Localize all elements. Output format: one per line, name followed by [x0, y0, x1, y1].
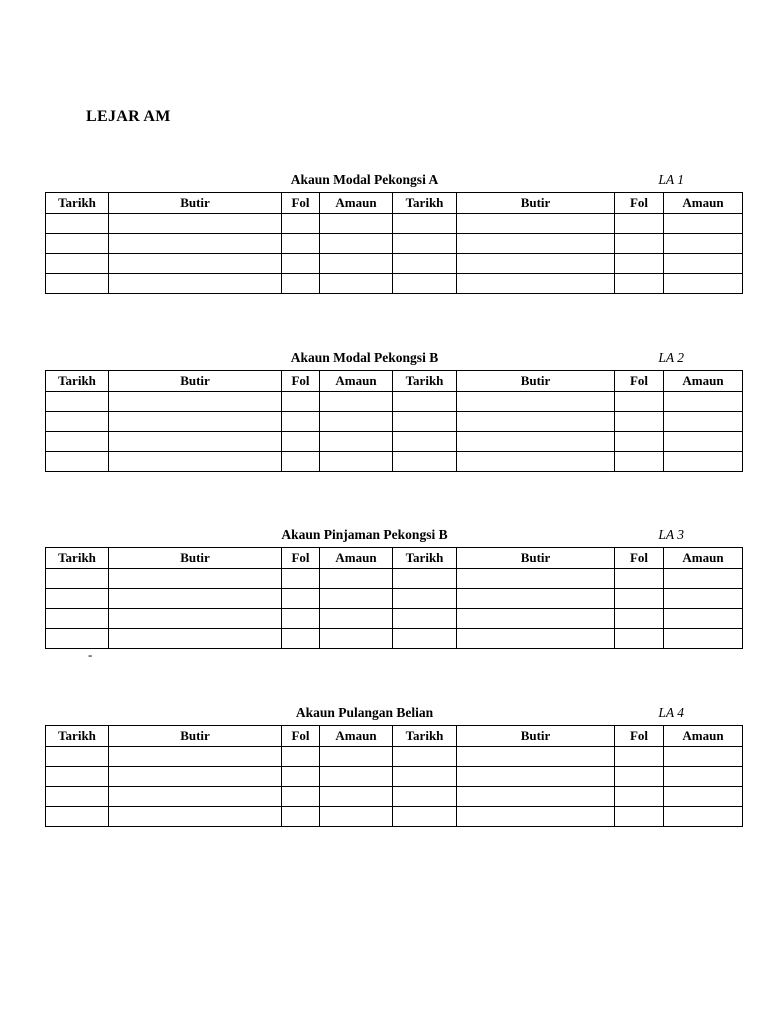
- column-header-tarikh-kredit: Tarikh: [393, 548, 457, 569]
- account-code-4: LA 4: [658, 705, 684, 720]
- cell-butir-debit[interactable]: [109, 767, 282, 787]
- cell-fol-debit[interactable]: [282, 767, 320, 787]
- ledger-table-3: [45, 547, 743, 649]
- column-header-tarikh-debit: Tarikh: [46, 548, 109, 569]
- column-header-butir-debit: Butir: [109, 371, 282, 392]
- cell-butir-kredit[interactable]: [457, 254, 615, 274]
- column-header-amaun-debit: Amaun: [320, 371, 393, 392]
- cell-butir-debit[interactable]: [109, 609, 282, 629]
- column-header-butir-debit: Butir: [109, 193, 282, 214]
- cell-butir-kredit[interactable]: [457, 629, 615, 649]
- cell-fol-kredit[interactable]: [615, 569, 664, 589]
- cell-butir-kredit[interactable]: [457, 569, 615, 589]
- cell-fol-debit[interactable]: [282, 787, 320, 807]
- column-header-amaun-debit: Amaun: [320, 548, 393, 569]
- cell-amaun-debit[interactable]: [320, 569, 393, 589]
- column-header-fol-kredit: Fol: [615, 726, 664, 747]
- cell-fol-kredit[interactable]: [615, 392, 664, 412]
- cell-tarikh-debit[interactable]: [46, 452, 109, 472]
- cell-fol-kredit[interactable]: [615, 432, 664, 452]
- column-header-amaun-kredit: Amaun: [664, 193, 743, 214]
- cell-butir-kredit[interactable]: [457, 274, 615, 294]
- cell-tarikh-kredit[interactable]: [393, 274, 457, 294]
- cell-fol-kredit[interactable]: [615, 747, 664, 767]
- account-title-4: Akaun Pulangan Belian: [295, 705, 434, 720]
- cell-fol-kredit[interactable]: [615, 452, 664, 472]
- cell-tarikh-debit[interactable]: [46, 747, 109, 767]
- table-row[interactable]: [46, 392, 743, 412]
- cell-tarikh-kredit[interactable]: [393, 452, 457, 472]
- cell-fol-debit[interactable]: [282, 747, 320, 767]
- cell-amaun-kredit[interactable]: [664, 412, 743, 432]
- cell-tarikh-kredit[interactable]: [393, 807, 457, 827]
- cell-tarikh-kredit[interactable]: [393, 767, 457, 787]
- cell-fol-kredit[interactable]: [615, 274, 664, 294]
- column-header-fol-debit: Fol: [282, 548, 320, 569]
- table-row[interactable]: [46, 589, 743, 609]
- cell-tarikh-debit[interactable]: [46, 234, 109, 254]
- cell-amaun-kredit[interactable]: [664, 392, 743, 412]
- cell-butir-debit[interactable]: [109, 214, 282, 234]
- cell-amaun-debit[interactable]: [320, 392, 393, 412]
- column-header-fol-debit: Fol: [282, 193, 320, 214]
- cell-butir-debit[interactable]: [109, 787, 282, 807]
- column-header-amaun-debit: Amaun: [320, 726, 393, 747]
- cell-butir-debit[interactable]: [109, 254, 282, 274]
- cell-fol-debit[interactable]: [282, 214, 320, 234]
- column-header-tarikh-debit: Tarikh: [46, 193, 109, 214]
- table-row[interactable]: [46, 787, 743, 807]
- cell-tarikh-kredit[interactable]: [393, 787, 457, 807]
- cell-tarikh-debit[interactable]: [46, 214, 109, 234]
- column-header-amaun-kredit: Amaun: [664, 371, 743, 392]
- cell-fol-debit[interactable]: [282, 392, 320, 412]
- cell-amaun-kredit[interactable]: [664, 569, 743, 589]
- cell-butir-kredit[interactable]: [457, 234, 615, 254]
- cell-butir-debit[interactable]: [109, 629, 282, 649]
- cell-fol-kredit[interactable]: [615, 412, 664, 432]
- cell-tarikh-debit[interactable]: [46, 629, 109, 649]
- column-header-fol-kredit: Fol: [615, 193, 664, 214]
- cell-amaun-debit[interactable]: [320, 452, 393, 472]
- cell-fol-kredit[interactable]: [615, 214, 664, 234]
- table-header-row: [46, 548, 743, 569]
- column-header-butir-debit: Butir: [109, 726, 282, 747]
- column-header-fol-debit: Fol: [282, 726, 320, 747]
- account-code-2: LA 2: [658, 350, 684, 365]
- cell-butir-kredit[interactable]: [457, 747, 615, 767]
- ledger-block-3: [45, 527, 724, 649]
- cell-butir-debit[interactable]: [109, 274, 282, 294]
- cell-fol-debit[interactable]: [282, 432, 320, 452]
- cell-fol-debit[interactable]: [282, 274, 320, 294]
- cell-amaun-debit[interactable]: [320, 589, 393, 609]
- cell-butir-kredit[interactable]: [457, 412, 615, 432]
- cell-fol-debit[interactable]: [282, 234, 320, 254]
- account-title-3: Akaun Pinjaman Pekongsi B: [281, 527, 448, 542]
- cell-tarikh-debit[interactable]: [46, 392, 109, 412]
- cell-amaun-debit[interactable]: [320, 254, 393, 274]
- column-header-amaun-kredit: Amaun: [664, 548, 743, 569]
- cell-butir-debit[interactable]: [109, 412, 282, 432]
- cell-amaun-debit[interactable]: [320, 412, 393, 432]
- cell-fol-kredit[interactable]: [615, 787, 664, 807]
- cell-amaun-debit[interactable]: [320, 214, 393, 234]
- table-header-row: [46, 371, 743, 392]
- ledger-table-4: [45, 725, 743, 827]
- cell-tarikh-debit[interactable]: [46, 787, 109, 807]
- cell-amaun-debit[interactable]: [320, 609, 393, 629]
- cell-tarikh-kredit[interactable]: [393, 234, 457, 254]
- account-title-2: Akaun Modal Pekongsi B: [290, 350, 439, 365]
- cell-fol-kredit[interactable]: [615, 234, 664, 254]
- cell-butir-kredit[interactable]: [457, 214, 615, 234]
- cell-butir-kredit[interactable]: [457, 452, 615, 472]
- cell-butir-kredit[interactable]: [457, 432, 615, 452]
- table-header-row: [46, 726, 743, 747]
- block-header-3: [45, 527, 724, 545]
- table-row[interactable]: [46, 747, 743, 767]
- account-code-1: LA 1: [658, 172, 684, 187]
- cell-amaun-kredit[interactable]: [664, 234, 743, 254]
- cell-tarikh-kredit[interactable]: [393, 629, 457, 649]
- cell-tarikh-kredit[interactable]: [393, 392, 457, 412]
- column-header-fol-kredit: Fol: [615, 548, 664, 569]
- cell-butir-kredit[interactable]: [457, 589, 615, 609]
- table-row[interactable]: [46, 569, 743, 589]
- block-header-1: [45, 172, 724, 190]
- cell-butir-debit[interactable]: [109, 569, 282, 589]
- table-row[interactable]: [46, 214, 743, 234]
- block-header-4: [45, 705, 724, 723]
- cell-fol-kredit[interactable]: [615, 609, 664, 629]
- cell-amaun-kredit[interactable]: [664, 589, 743, 609]
- cell-amaun-debit[interactable]: [320, 629, 393, 649]
- ledger-table-1: [45, 192, 743, 294]
- cell-fol-kredit[interactable]: [615, 767, 664, 787]
- ledger-block-2: [45, 350, 724, 472]
- table-row[interactable]: [46, 807, 743, 827]
- column-header-tarikh-debit: Tarikh: [46, 726, 109, 747]
- cell-amaun-kredit[interactable]: [664, 452, 743, 472]
- cell-amaun-debit[interactable]: [320, 432, 393, 452]
- cell-amaun-kredit[interactable]: [664, 767, 743, 787]
- cell-fol-kredit[interactable]: [615, 629, 664, 649]
- cell-tarikh-debit[interactable]: [46, 412, 109, 432]
- cell-butir-debit[interactable]: [109, 234, 282, 254]
- cell-amaun-kredit[interactable]: [664, 432, 743, 452]
- account-code-3: LA 3: [658, 527, 684, 542]
- cell-amaun-kredit[interactable]: [664, 747, 743, 767]
- cell-tarikh-debit[interactable]: [46, 767, 109, 787]
- cell-butir-kredit[interactable]: [457, 609, 615, 629]
- cell-butir-kredit[interactable]: [457, 807, 615, 827]
- cell-tarikh-debit[interactable]: [46, 274, 109, 294]
- cell-fol-kredit[interactable]: [615, 589, 664, 609]
- cell-fol-debit[interactable]: [282, 412, 320, 432]
- cell-butir-debit[interactable]: [109, 747, 282, 767]
- cell-tarikh-debit[interactable]: [46, 807, 109, 827]
- cell-amaun-debit[interactable]: [320, 234, 393, 254]
- column-header-butir-kredit: Butir: [457, 193, 615, 214]
- cell-fol-kredit[interactable]: [615, 254, 664, 274]
- cell-amaun-kredit[interactable]: [664, 254, 743, 274]
- table-row[interactable]: [46, 412, 743, 432]
- cell-amaun-debit[interactable]: [320, 274, 393, 294]
- cell-amaun-kredit[interactable]: [664, 807, 743, 827]
- ledger-table-2: [45, 370, 743, 472]
- cell-tarikh-kredit[interactable]: [393, 569, 457, 589]
- cell-tarikh-kredit[interactable]: [393, 214, 457, 234]
- column-header-tarikh-kredit: Tarikh: [393, 371, 457, 392]
- column-header-tarikh-debit: Tarikh: [46, 371, 109, 392]
- table-row[interactable]: [46, 432, 743, 452]
- cell-fol-debit[interactable]: [282, 629, 320, 649]
- cell-fol-debit[interactable]: [282, 569, 320, 589]
- cell-fol-kredit[interactable]: [615, 807, 664, 827]
- cell-butir-debit[interactable]: [109, 807, 282, 827]
- column-header-butir-kredit: Butir: [457, 726, 615, 747]
- account-title-1: Akaun Modal Pekongsi A: [290, 172, 439, 187]
- column-header-tarikh-kredit: Tarikh: [393, 726, 457, 747]
- cell-tarikh-kredit[interactable]: [393, 589, 457, 609]
- cell-amaun-debit[interactable]: [320, 747, 393, 767]
- cell-amaun-debit[interactable]: [320, 807, 393, 827]
- column-header-fol-kredit: Fol: [615, 371, 664, 392]
- column-header-tarikh-kredit: Tarikh: [393, 193, 457, 214]
- cell-tarikh-debit[interactable]: [46, 254, 109, 274]
- cell-butir-debit[interactable]: [109, 589, 282, 609]
- cell-butir-debit[interactable]: [109, 432, 282, 452]
- cell-butir-kredit[interactable]: [457, 392, 615, 412]
- page-title: LEJAR AM: [86, 108, 171, 125]
- cell-fol-debit[interactable]: [282, 254, 320, 274]
- cell-amaun-kredit[interactable]: [664, 787, 743, 807]
- table-row[interactable]: [46, 452, 743, 472]
- cell-fol-debit[interactable]: [282, 452, 320, 472]
- table-row[interactable]: [46, 609, 743, 629]
- cell-tarikh-kredit[interactable]: [393, 254, 457, 274]
- column-header-butir-kredit: Butir: [457, 371, 615, 392]
- table-row[interactable]: [46, 274, 743, 294]
- table-row[interactable]: [46, 234, 743, 254]
- cell-amaun-kredit[interactable]: [664, 214, 743, 234]
- cell-amaun-kredit[interactable]: [664, 609, 743, 629]
- cell-tarikh-debit[interactable]: [46, 609, 109, 629]
- cell-amaun-kredit[interactable]: [664, 629, 743, 649]
- column-header-butir-kredit: Butir: [457, 548, 615, 569]
- cell-tarikh-debit[interactable]: [46, 432, 109, 452]
- cell-amaun-debit[interactable]: [320, 787, 393, 807]
- ledger-block-4: [45, 705, 724, 827]
- cell-fol-debit[interactable]: [282, 807, 320, 827]
- column-header-amaun-kredit: Amaun: [664, 726, 743, 747]
- cell-fol-debit[interactable]: [282, 609, 320, 629]
- cell-tarikh-kredit[interactable]: [393, 432, 457, 452]
- stray-dash-mark: -: [88, 647, 93, 662]
- cell-fol-debit[interactable]: [282, 589, 320, 609]
- table-row[interactable]: [46, 629, 743, 649]
- table-header-row: [46, 193, 743, 214]
- cell-tarikh-kredit[interactable]: [393, 747, 457, 767]
- column-header-fol-debit: Fol: [282, 371, 320, 392]
- table-row[interactable]: [46, 767, 743, 787]
- column-header-butir-debit: Butir: [109, 548, 282, 569]
- table-row[interactable]: [46, 254, 743, 274]
- cell-tarikh-kredit[interactable]: [393, 412, 457, 432]
- cell-tarikh-debit[interactable]: [46, 589, 109, 609]
- cell-butir-debit[interactable]: [109, 452, 282, 472]
- cell-butir-debit[interactable]: [109, 392, 282, 412]
- cell-tarikh-kredit[interactable]: [393, 609, 457, 629]
- cell-butir-kredit[interactable]: [457, 767, 615, 787]
- cell-amaun-kredit[interactable]: [664, 274, 743, 294]
- cell-amaun-debit[interactable]: [320, 767, 393, 787]
- cell-tarikh-debit[interactable]: [46, 569, 109, 589]
- block-header-2: [45, 350, 724, 368]
- column-header-amaun-debit: Amaun: [320, 193, 393, 214]
- ledger-block-1: [45, 172, 724, 294]
- cell-butir-kredit[interactable]: [457, 787, 615, 807]
